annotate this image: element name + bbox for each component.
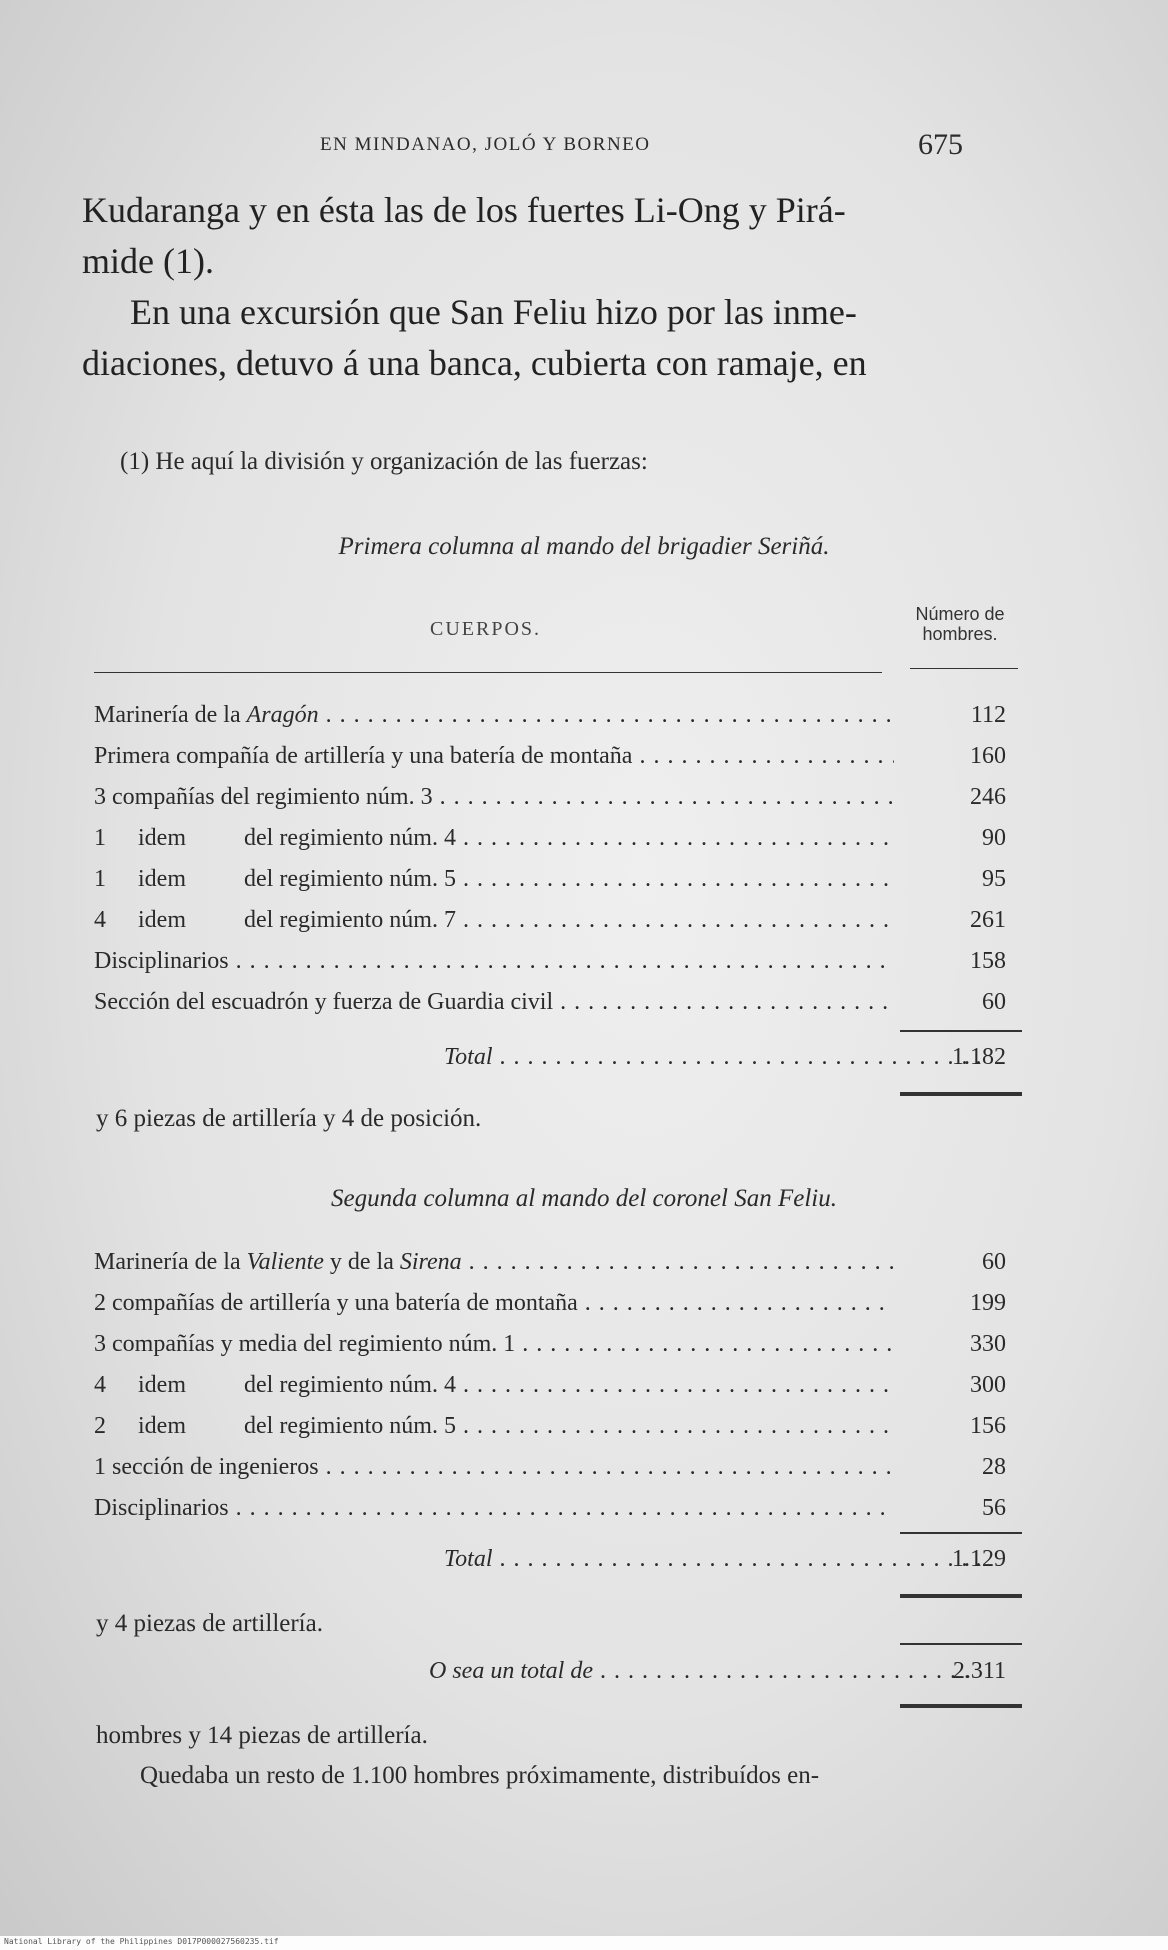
row-text: Disciplinarios [94,1495,229,1521]
table-row [94,944,1024,985]
scan-footer [0,1936,1168,1950]
ship-name: Valiente [246,1249,324,1275]
number-header-line2: hombres. [922,624,998,644]
row-value: 90 [982,825,1006,851]
grand-total-value: 2.311 [952,1658,1006,1684]
header-rule-left [94,672,882,673]
header-rule-right [910,668,1018,669]
grand-total-top-rule [900,1643,1022,1645]
table-row [94,903,1024,944]
row-qty: 1 [94,825,106,851]
ship-name: Aragón [246,702,319,728]
table-row [94,985,1024,1026]
row-value: 160 [970,743,1006,769]
total-rule [900,1092,1022,1096]
body-line: mide (1). [82,241,214,281]
body-text-top [82,185,1007,389]
row-text: y de la [323,1249,400,1275]
table-row [94,1327,1024,1368]
row-text: Disciplinarios [94,948,229,974]
number-header-line1: Número de [915,604,1005,624]
subtotal-rule [900,1532,1022,1534]
column1-after-note: y 6 piezas de artillería y 4 de posición. [96,1105,482,1132]
row-text: del regimiento núm. 5 [244,866,456,892]
number-column-header [898,604,1022,644]
scan-credit: National Library of the Philippines D017P000027560235.tif [4,1937,279,1946]
total-label: Total . . . [444,1044,984,1071]
total-value: 1.182 [952,1044,1006,1070]
row-unit: idem [138,866,186,892]
row-qty: 4 [94,1372,106,1398]
row-unit: idem [138,1372,186,1398]
row-text: 3 compañías del regimiento núm. 3 [94,784,433,810]
column1-heading: Primera columna al mando del brigadier Seriñá. [338,533,830,560]
row-value: 60 [982,1249,1006,1275]
table-row [94,1286,1024,1327]
table-row [94,862,1024,903]
total-rule [900,1594,1022,1598]
body-line: En una excursión que San Feliu hizo por las inme- [130,292,857,332]
row-unit: idem [138,1413,186,1439]
row-text: del regimiento núm. 5 [244,1413,456,1439]
row-qty: 4 [94,907,106,933]
total-value: 1.129 [952,1546,1006,1572]
row-text: 1 sección de ingenieros [94,1454,319,1480]
row-value: 56 [982,1495,1006,1521]
row-value: 158 [970,948,1006,974]
column2-heading: Segunda columna al mando del coronel San Feliu. [331,1185,837,1212]
row-unit: idem [138,907,186,933]
grand-total-row [94,1654,1024,1694]
row-value: 300 [970,1372,1006,1398]
row-qty: 2 [94,1413,106,1439]
row-value: 261 [970,907,1006,933]
row-text: Primera compañía de artillería y una batería de montaña [94,743,633,769]
row-value: 28 [982,1454,1006,1480]
row-text: 2 compañías de artillería y una batería de montaña [94,1290,578,1316]
table-row [94,780,1024,821]
row-text: 3 compañías y media del regimiento núm. 1 [94,1331,516,1357]
row-text: Marinería de la [94,702,247,728]
row-value: 199 [970,1290,1006,1316]
body-line: Quedaba un resto de 1.100 hombres próximamente, distribuídos en- [140,1762,820,1789]
row-unit: idem [138,825,186,851]
table-row [94,1409,1024,1450]
grand-total-label: O sea un total de . . . [429,1658,969,1685]
table-row [94,1491,1024,1532]
row-qty: 1 [94,866,106,892]
grand-total-rule [900,1704,1022,1708]
column2-total-row [94,1542,1024,1582]
column1-total-row [94,1040,1024,1080]
row-value: 156 [970,1413,1006,1439]
column2-table [94,1245,1024,1532]
total-label: Total . . . [444,1546,984,1573]
running-head: EN MINDANAO, JOLÓ Y BORNEO [320,134,651,155]
page-number: 675 [918,128,963,161]
row-text: del regimiento núm. 4 [244,825,456,851]
table-row [94,1368,1024,1409]
corps-column-header: CUERPOS. [430,618,542,640]
column1-table [94,698,1024,1026]
table-row [94,821,1024,862]
subtotal-rule [900,1030,1022,1032]
row-value: 112 [970,702,1006,728]
table-row [94,739,1024,780]
row-text: del regimiento núm. 4 [244,1372,456,1398]
body-line: diaciones, detuvo á una banca, cubierta con ramaje, en [82,343,867,383]
column2-after-note: y 4 piezas de artillería. [96,1610,323,1637]
body-line: hombres y 14 piezas de artillería. [96,1722,428,1749]
footnote-intro: (1) He aquí la división y organización de las fuerzas: [120,448,648,475]
row-text: del regimiento núm. 7 [244,907,456,933]
body-line: Kudaranga y en ésta las de los fuertes Li-Ong y Pirá- [82,190,846,230]
table-row [94,1450,1024,1491]
row-text: Sección del escuadrón y fuerza de Guardia civil [94,989,554,1015]
table-row [94,698,1024,739]
row-value: 95 [982,866,1006,892]
table-row [94,1245,1024,1286]
row-value: 60 [982,989,1006,1015]
ship-name: Sirena [399,1249,462,1275]
row-text: Marinería de la [94,1249,247,1275]
page-header [0,130,1168,170]
row-value: 246 [970,784,1006,810]
row-value: 330 [970,1331,1006,1357]
